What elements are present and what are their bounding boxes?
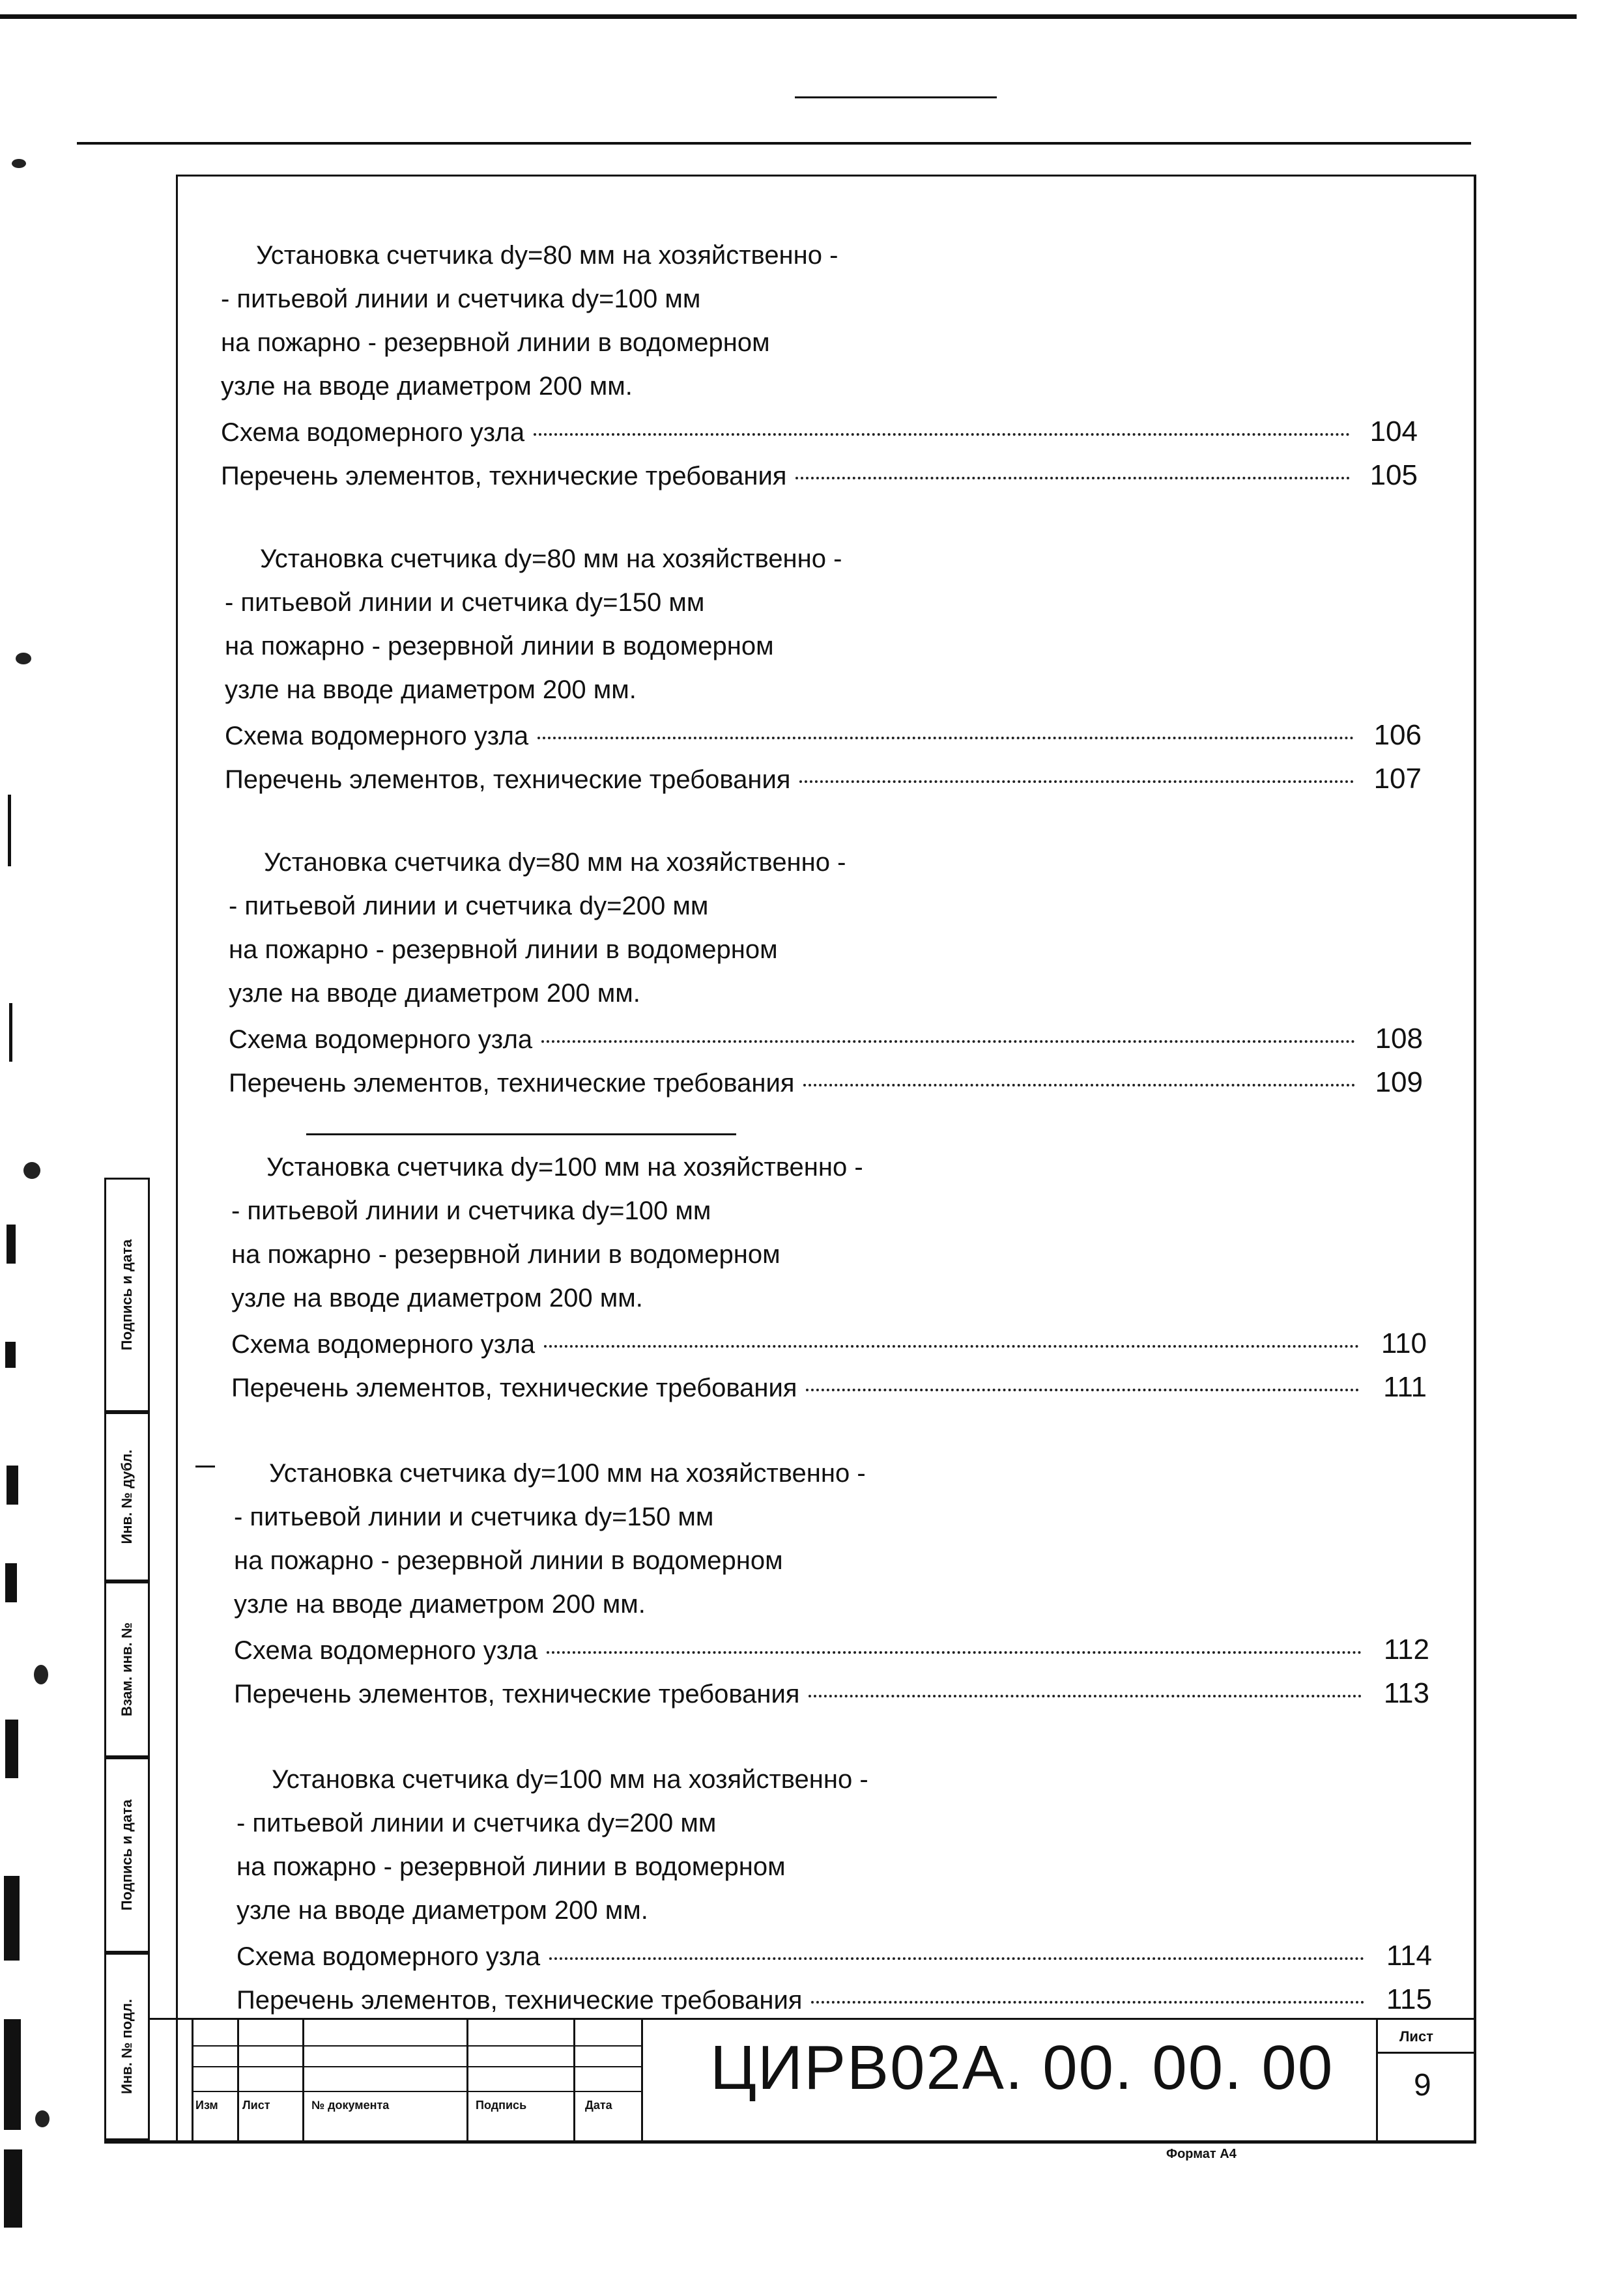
side-stamp-label: Подпись и дата xyxy=(119,1799,135,1911)
entry-heading: Установка счетчика dy=80 мм на хозяйственно - xyxy=(264,848,846,877)
page-number: 105 xyxy=(1369,459,1418,491)
page-number: 112 xyxy=(1383,1634,1429,1665)
entry-heading-continuation: на пожарно - резервной линии в водомерном xyxy=(231,1240,781,1269)
page-number: 107 xyxy=(1373,763,1422,795)
entry-heading-continuation: на пожарно - резервной линии в водомерном xyxy=(229,935,778,964)
col-list: Лист xyxy=(242,2099,270,2112)
side-stamp-cell xyxy=(104,1757,150,1953)
entry-heading-continuation: узле на вводе диаметром 200 мм. xyxy=(221,372,633,401)
entry-heading-continuation: на пожарно - резервной линии в водомерном xyxy=(234,1546,783,1575)
entry-heading-continuation: узле на вводе диаметром 200 мм. xyxy=(225,675,637,704)
entry-heading-continuation: - питьевой линии и счетчика dy=150 мм xyxy=(234,1503,714,1531)
page-number: 110 xyxy=(1381,1327,1427,1359)
leader-dots xyxy=(544,1345,1359,1348)
toc-row-label: Схема водомерного узла xyxy=(234,1636,538,1665)
frame-bottom xyxy=(104,2140,1476,2144)
leader-dots xyxy=(811,2001,1364,2004)
col-date: Дата xyxy=(585,2099,612,2112)
toc-row-label: Перечень элементов, технические требования xyxy=(225,765,791,794)
entry-heading-continuation: узле на вводе диаметром 200 мм. xyxy=(229,979,640,1008)
entry-heading-continuation: - питьевой линии и счетчика dy=200 мм xyxy=(229,892,709,920)
page-number: 109 xyxy=(1375,1066,1423,1098)
frame-left xyxy=(176,175,178,2140)
leader-dots xyxy=(537,737,1354,739)
page-number: 106 xyxy=(1373,719,1422,751)
toc-row-label: Перечень элементов, технические требования xyxy=(234,1680,800,1708)
entry-heading-continuation: узле на вводе диаметром 200 мм. xyxy=(236,1896,648,1925)
entry-heading-continuation: - питьевой линии и счетчика dy=150 мм xyxy=(225,588,705,617)
toc-row xyxy=(229,1023,1423,1062)
entry-heading: Установка счетчика dy=100 мм на хозяйственно - xyxy=(269,1459,866,1488)
entry-heading-continuation: на пожарно - резервной линии в водомерном xyxy=(221,328,770,357)
leader-dots xyxy=(795,477,1350,479)
toc-row xyxy=(236,1983,1432,2022)
toc-row xyxy=(225,763,1422,802)
side-stamp-label: Подпись и дата xyxy=(119,1239,135,1351)
toc-row xyxy=(234,1677,1429,1716)
toc-row-label: Перечень элементов, технические требования xyxy=(221,462,787,490)
side-stamp-cell xyxy=(104,1178,150,1412)
page-top-line xyxy=(77,142,1471,145)
toc-row-label: Перечень элементов, технические требования xyxy=(229,1069,795,1098)
entry-heading: Установка счетчика dy=100 мм на хозяйственно - xyxy=(272,1765,868,1794)
top-short-line xyxy=(795,96,997,98)
toc-row-label: Схема водомерного узла xyxy=(236,1942,541,1971)
toc-row-label: Схема водомерного узла xyxy=(225,722,529,750)
frame-top xyxy=(176,175,1475,177)
toc-row xyxy=(221,416,1418,455)
toc-row xyxy=(231,1371,1427,1410)
leader-dots xyxy=(534,433,1350,436)
col-signature: Подпись xyxy=(476,2099,527,2112)
toc-row xyxy=(236,1940,1432,1979)
entry-heading-continuation: - питьевой линии и счетчика dy=100 мм xyxy=(231,1197,711,1225)
leader-dots xyxy=(549,1957,1364,1960)
format-label: Формат А4 xyxy=(1166,2147,1237,2161)
leader-dots xyxy=(806,1389,1359,1391)
side-stamp-label: Инв. № дубл. xyxy=(119,1449,135,1544)
page-number: 114 xyxy=(1386,1940,1432,1972)
frame-right xyxy=(1474,175,1476,2142)
toc-row-label: Схема водомерного узла xyxy=(229,1025,533,1054)
page-number: 104 xyxy=(1369,416,1418,447)
col-document: № документа xyxy=(311,2099,390,2112)
side-stamp-cell xyxy=(104,1953,150,2140)
entry-heading: Установка счетчика dy=100 мм на хозяйственно - xyxy=(266,1153,863,1182)
entry-heading-continuation: - питьевой линии и счетчика dy=200 мм xyxy=(236,1809,717,1837)
page-number: 108 xyxy=(1375,1023,1423,1055)
entry-heading-continuation: узле на вводе диаметром 200 мм. xyxy=(231,1284,643,1312)
sheet-number: 9 xyxy=(1414,2068,1431,2103)
top-scan-line xyxy=(0,14,1577,19)
page-number: 113 xyxy=(1383,1677,1429,1709)
toc-row-label: Перечень элементов, технические требования xyxy=(236,1986,803,2015)
side-stamp-cell xyxy=(104,1412,150,1581)
side-stamp-label: Инв. № подл. xyxy=(119,1999,135,2094)
page-number: 111 xyxy=(1383,1371,1427,1403)
leader-dots xyxy=(799,780,1354,783)
entry-heading-continuation: - питьевой линии и счетчика dy=100 мм xyxy=(221,285,701,313)
sheet-label: Лист xyxy=(1399,2028,1433,2045)
entry-heading: Установка счетчика dy=80 мм на хозяйственно - xyxy=(260,545,842,573)
toc-row xyxy=(229,1066,1423,1105)
col-izm: Изм xyxy=(195,2099,218,2112)
leader-dots xyxy=(541,1040,1355,1043)
entry-heading-continuation: на пожарно - резервной линии в водомерном xyxy=(225,632,774,660)
entry-heading-continuation: узле на вводе диаметром 200 мм. xyxy=(234,1590,646,1619)
toc-row xyxy=(234,1634,1429,1673)
toc-row-label: Перечень элементов, технические требования xyxy=(231,1374,797,1402)
entry-heading-continuation: на пожарно - резервной линии в водомерном xyxy=(236,1852,786,1881)
toc-row xyxy=(221,459,1418,498)
entry-heading: Установка счетчика dy=80 мм на хозяйственно - xyxy=(256,241,838,270)
leader-dots xyxy=(809,1695,1362,1697)
toc-row xyxy=(225,719,1422,758)
side-stamp-cell xyxy=(104,1581,150,1757)
leader-dots xyxy=(547,1651,1362,1654)
toc-row xyxy=(231,1327,1427,1367)
toc-row-label: Схема водомерного узла xyxy=(231,1330,536,1359)
side-stamp-label: Взам. инв. № xyxy=(119,1622,135,1717)
toc-row-label: Схема водомерного узла xyxy=(221,418,525,447)
document-code: ЦИРВ02А. 00. 00. 00 xyxy=(710,2033,1334,2103)
page-number: 115 xyxy=(1386,1983,1432,2015)
leader-dots xyxy=(803,1084,1355,1086)
